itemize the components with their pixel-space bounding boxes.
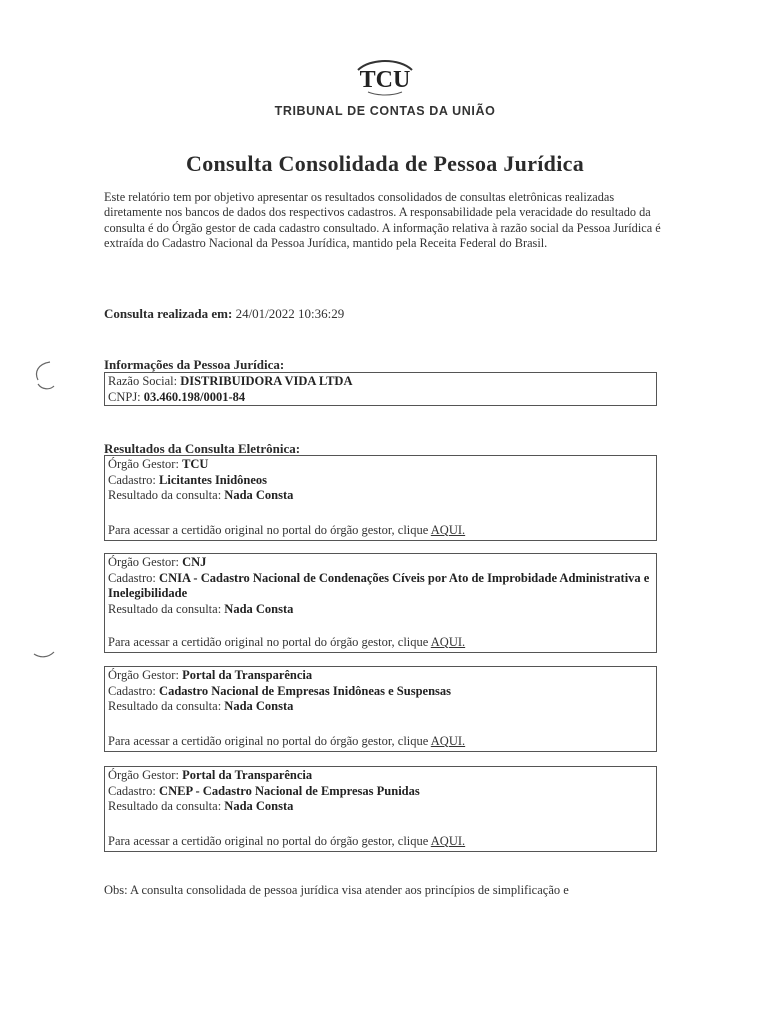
page-title: Consulta Consolidada de Pessoa Jurídica xyxy=(186,151,584,176)
aqui-link[interactable]: AQUI. xyxy=(430,522,466,537)
orgao-value: Portal da Transparência xyxy=(182,768,313,782)
certidao-link-row xyxy=(108,734,465,750)
intro-paragraph: Este relatório tem por objetivo apresentar os resultados consolidados de consultas eletrônicas realizadas diretamente nos bancos de dados dos respectivos cadastros. A responsabilidade pela veracidade do resultado da consulta é do Órgão gestor de cada cadastro consultado. A informação relativa à razão social da Pessoa Jurídica é extraída do Cadastro Nacional da Pessoa Jurídica, mantido pela Receita Federal do Brasil. xyxy=(104,190,661,250)
resultado-label: Resultado da consulta: xyxy=(108,601,222,616)
orgao-row xyxy=(108,668,653,684)
orgao-value: TCU xyxy=(182,457,209,471)
resultado-value: Nada Consta xyxy=(224,601,294,616)
razao-social-row xyxy=(108,374,653,390)
certidao-link-row xyxy=(108,834,465,850)
punch-hole-mark-icon xyxy=(30,646,60,666)
orgao-row xyxy=(108,768,653,784)
orgao-label: Órgão Gestor: xyxy=(108,768,179,782)
cnpj-row xyxy=(108,390,653,406)
cadastro-row xyxy=(108,571,653,602)
resultados-section-title: Resultados da Consulta Eletrônica: xyxy=(104,441,301,456)
resultado-value: Nada Consta xyxy=(224,799,294,813)
resultado-label: Resultado da consulta: xyxy=(108,799,222,813)
result-card-3 xyxy=(104,666,657,752)
cnpj-value: 03.460.198/0001-84 xyxy=(143,389,246,404)
punch-hole-mark-icon xyxy=(30,358,60,394)
cadastro-row xyxy=(108,684,653,700)
resultado-row xyxy=(108,799,653,815)
resultado-label: Resultado da consulta: xyxy=(108,699,222,713)
consulta-label: Consulta realizada em: xyxy=(104,306,233,321)
orgao-value: Portal da Transparência xyxy=(182,668,313,682)
resultado-label: Resultado da consulta: xyxy=(108,488,222,502)
cadastro-row xyxy=(108,784,653,800)
resultado-row xyxy=(108,488,653,504)
empresa-box xyxy=(104,372,657,406)
tcu-logo xyxy=(340,52,430,100)
orgao-value: CNJ xyxy=(182,555,207,569)
result-card-1 xyxy=(104,455,657,541)
result-card-2 xyxy=(104,553,657,653)
orgao-row xyxy=(108,457,653,473)
cadastro-value: CNEP - Cadastro Nacional de Empresas Punidas xyxy=(159,783,420,798)
link-prefix: Para acessar a certidão original no portal do órgão gestor, clique xyxy=(108,833,429,848)
result-card-4 xyxy=(104,766,657,852)
consulta-datetime: 24/01/2022 10:36:29 xyxy=(235,306,345,321)
orgao-label: Órgão Gestor: xyxy=(108,555,179,569)
empresa-section-title: Informações da Pessoa Jurídica: xyxy=(104,357,285,372)
resultado-row xyxy=(108,699,653,715)
cadastro-value: CNIA - Cadastro Nacional de Condenações Cíveis por Ato de Improbidade Administrativa e Inelegibilidade xyxy=(108,570,650,600)
resultado-value: Nada Consta xyxy=(224,488,294,502)
link-prefix: Para acessar a certidão original no portal do órgão gestor, clique xyxy=(108,733,429,748)
link-prefix: Para acessar a certidão original no portal do órgão gestor, clique xyxy=(108,522,429,537)
consulta-date xyxy=(104,306,344,322)
razao-social-label: Razão Social: xyxy=(108,374,178,388)
organization-name: TRIBUNAL DE CONTAS DA UNIÃO xyxy=(274,104,496,118)
cadastro-label: Cadastro: xyxy=(108,783,156,798)
resultado-value: Nada Consta xyxy=(224,699,294,713)
certidao-link-row xyxy=(108,635,465,651)
cadastro-label: Cadastro: xyxy=(108,683,156,698)
cadastro-label: Cadastro: xyxy=(108,570,156,585)
orgao-label: Órgão Gestor: xyxy=(108,457,179,471)
orgao-label: Órgão Gestor: xyxy=(108,668,179,682)
cadastro-value: Licitantes Inidôneos xyxy=(159,472,268,487)
aqui-link[interactable]: AQUI. xyxy=(430,733,466,748)
cadastro-label: Cadastro: xyxy=(108,472,156,487)
cadastro-value: Cadastro Nacional de Empresas Inidôneas e Suspensas xyxy=(159,683,452,698)
link-prefix: Para acessar a certidão original no portal do órgão gestor, clique xyxy=(108,634,429,649)
aqui-link[interactable]: AQUI. xyxy=(430,634,466,649)
tcu-logo-icon xyxy=(340,52,430,100)
resultado-row xyxy=(108,602,653,618)
logo-text: TCU xyxy=(359,67,411,93)
orgao-row xyxy=(108,555,653,571)
cnpj-label: CNPJ: xyxy=(108,389,141,404)
razao-social-value: DISTRIBUIDORA VIDA LTDA xyxy=(180,374,353,388)
obs-note: Obs: A consulta consolidada de pessoa jurídica visa atender aos princípios de simplificação e xyxy=(104,883,569,897)
certidao-link-row xyxy=(108,523,465,539)
cadastro-row xyxy=(108,473,653,489)
aqui-link[interactable]: AQUI. xyxy=(430,833,466,848)
